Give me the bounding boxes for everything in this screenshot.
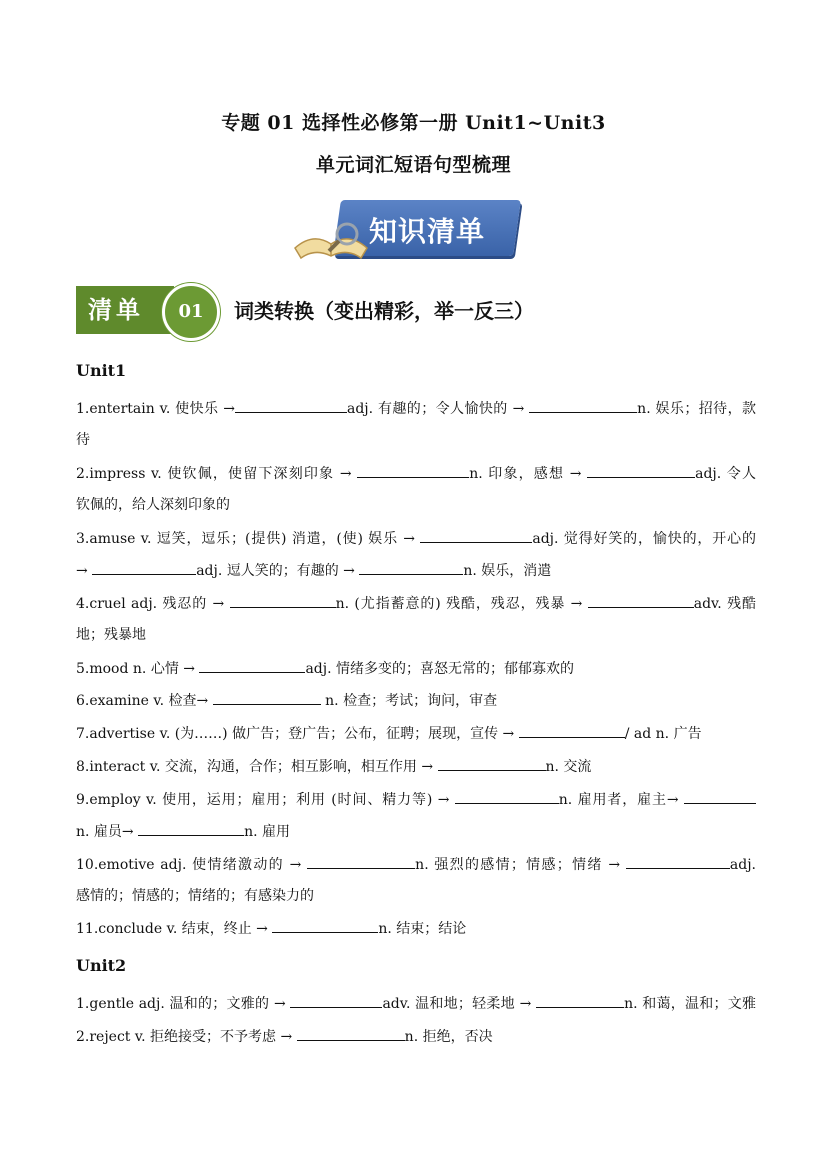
- answer-blank: [230, 593, 336, 608]
- answer-blank: [297, 1026, 405, 1041]
- list-item: 6.examine v. 检查→ n. 检查；考试；询问，审查: [76, 690, 756, 710]
- page-subtitle: 单元词汇短语句型梳理: [315, 154, 511, 176]
- page-title: 专题 01 选择性必修第一册 Unit1~Unit3: [221, 112, 606, 134]
- list-item: 9.employ v. 使用，运用；雇用；利用 (时间、精力等) → n. 雇用者，雇主→: [76, 789, 756, 809]
- answer-blank: [626, 854, 730, 869]
- section-number: 01: [162, 283, 220, 341]
- answer-blank: [684, 789, 756, 804]
- list-item-cont: 感情的；情感的；情绪的；有感染力的: [76, 888, 314, 904]
- answer-blank: [357, 463, 469, 478]
- list-item: 10.emotive adj. 使情绪激动的 → n. 强烈的感情；情感；情绪 → adj.: [76, 854, 756, 874]
- answer-blank: [588, 593, 694, 608]
- list-item: 2.reject v. 拒绝接受；不予考虑 → n. 拒绝，否决: [76, 1026, 756, 1046]
- unit-heading: Unit1: [76, 361, 127, 380]
- answer-blank: [420, 528, 532, 543]
- list-item-cont: n. 雇员→ n. 雇用: [76, 821, 756, 841]
- answer-blank: [92, 560, 196, 575]
- list-item: 3.amuse v. 逗笑，逗乐；(提供) 消遣，(使) 娱乐 → adj. 觉得好笑的，愉快的，开心的: [76, 528, 756, 548]
- answer-blank: [307, 854, 415, 869]
- section-title: 词类转换（变出精彩，举一反三）: [234, 299, 534, 323]
- knowledge-list-banner: [291, 200, 526, 262]
- answer-blank: [138, 821, 244, 836]
- answer-blank: [213, 690, 321, 705]
- list-item: 11.conclude v. 结束，终止 → n. 结束；结论: [76, 918, 756, 938]
- answer-blank: [587, 463, 695, 478]
- banner-label: 知识清单: [369, 215, 486, 248]
- answer-blank: [272, 918, 378, 933]
- section-header: [76, 283, 596, 339]
- list-item-cont: → adj. 逗人笑的；有趣的 → n. 娱乐，消遣: [76, 560, 756, 580]
- answer-blank: [455, 789, 559, 804]
- list-item: 1.entertain v. 使快乐 → adj. 有趣的；令人愉快的 → n. 娱乐；招待，款: [76, 398, 756, 418]
- list-item: 2.impress v. 使钦佩，使留下深刻印象 → n. 印象，感想 → adj. 令人: [76, 463, 756, 483]
- list-item: 5.mood n. 心情 → adj. 情绪多变的；喜怒无常的；郁郁寡欢的: [76, 658, 756, 678]
- answer-blank: [290, 993, 382, 1008]
- list-item-cont: 待: [76, 432, 90, 448]
- list-item-cont: 钦佩的，给人深刻印象的: [76, 497, 230, 513]
- answer-blank: [529, 398, 637, 413]
- answer-blank: [519, 723, 625, 738]
- answer-blank: [235, 398, 347, 413]
- list-item: 8.interact v. 交流，沟通，合作；相互影响，相互作用 → n. 交流: [76, 756, 756, 776]
- answer-blank: [359, 560, 463, 575]
- section-badge: 清单: [76, 286, 174, 334]
- answer-blank: [536, 993, 624, 1008]
- list-item: 4.cruel adj. 残忍的 → n. (尤指蓄意的) 残酷，残忍，残暴 → adv. 残酷: [76, 593, 756, 613]
- open-book-icon: [291, 218, 371, 262]
- list-item: 1.gentle adj. 温和的；文雅的 → adv. 温和地；轻柔地 → n. 和蔼，温和；文雅: [76, 993, 756, 1013]
- list-item: 7.advertise v. (为……) 做广告；登广告；公布，征聘；展现，宣传 → / ad n. 广告: [76, 723, 756, 743]
- unit-heading: Unit2: [76, 956, 127, 975]
- answer-blank: [199, 658, 305, 673]
- list-item-cont: 地；残暴地: [76, 627, 146, 643]
- answer-blank: [438, 756, 546, 771]
